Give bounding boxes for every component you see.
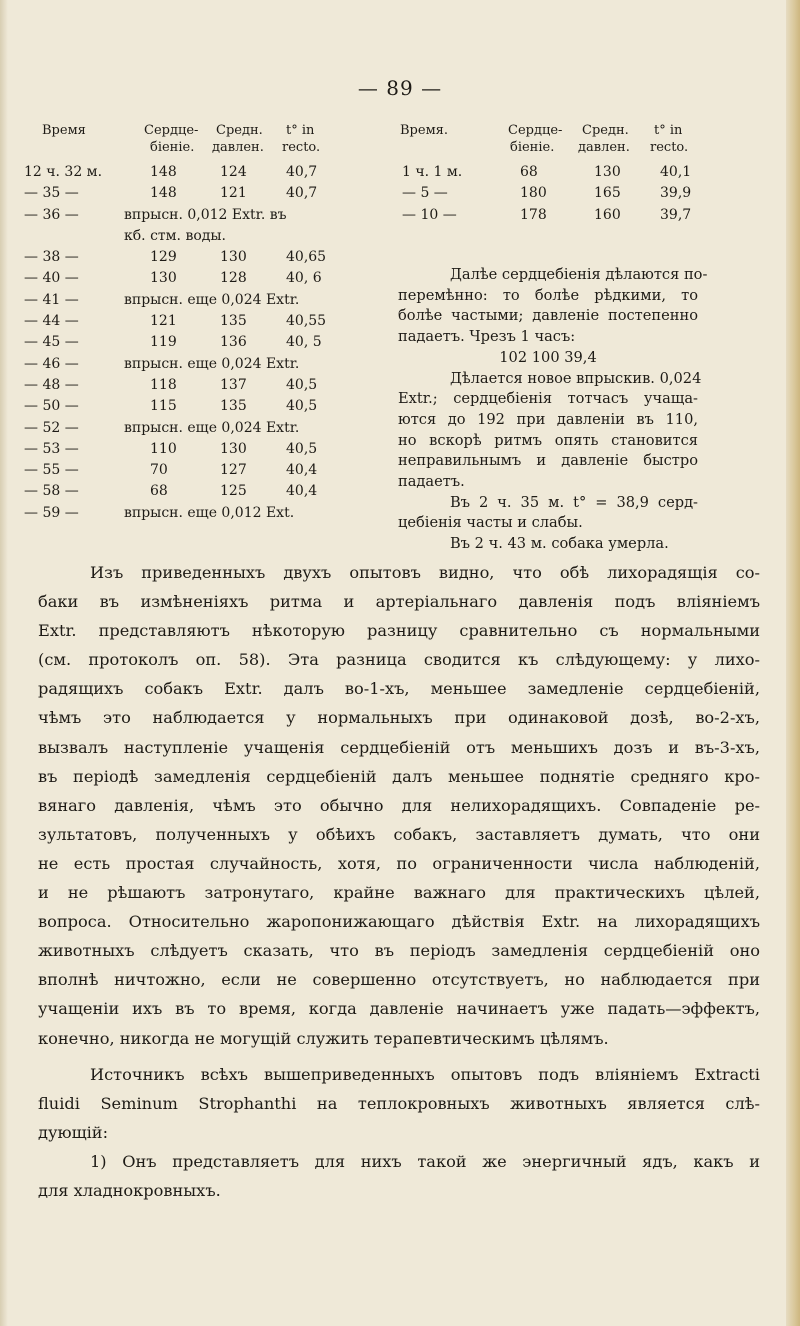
text-line: Ехtr.; сердцебіенія тотчасъ учаща-	[398, 390, 698, 408]
cell-time: — 36 —	[24, 206, 79, 223]
cell-temperature: 40,5	[286, 398, 318, 415]
table-header-row	[398, 122, 718, 139]
column-subheader-pressure: давлен.	[578, 140, 630, 155]
column-header-pressure: Средн.	[582, 123, 629, 138]
cell-pressure: 130	[594, 164, 621, 180]
cell-heartbeat: 68	[520, 164, 538, 180]
text-line: для хладнокровныхъ.	[38, 1181, 221, 1201]
text-line: вполнѣ ничтожно, если не совершенно отсутствуетъ, но наблюдается при	[38, 970, 760, 990]
cell-temperature: 40, 5	[286, 334, 322, 351]
cell-time: — 45 —	[24, 334, 79, 351]
column-subheader-heartbeat: біеніе.	[150, 140, 195, 155]
table-row	[24, 503, 354, 524]
right-data-table	[398, 122, 718, 226]
cell-heartbeat: 130	[150, 270, 177, 287]
cell-time: — 52 —	[24, 419, 79, 436]
table-row	[24, 481, 354, 502]
cell-time: — 58 —	[24, 483, 79, 500]
cell-temperature: 40,65	[286, 249, 327, 266]
cell-heartbeat: 115	[150, 398, 177, 415]
column-header-temperature: t° in	[286, 123, 315, 138]
table-row	[24, 162, 354, 183]
text-line: перемѣнно: то болѣе рѣдкими, то	[398, 286, 698, 304]
cell-time: — 48 —	[24, 376, 79, 393]
cell-injection-note: кб. стм. воды.	[124, 227, 226, 244]
cell-heartbeat: 178	[520, 206, 547, 223]
text-line: вызвалъ наступленіе учащенія сердцебіеній отъ меньшихъ дозъ и въ-3-хъ,	[38, 737, 760, 757]
cell-time: — 50 —	[24, 398, 79, 415]
text-line: 1) Онъ представляетъ для нихъ такой же энергичный ядъ, какъ и	[90, 1152, 760, 1171]
paragraph-conclusions-intro	[38, 1060, 760, 1147]
cell-pressure: 135	[220, 398, 247, 415]
text-line: радящихъ собакъ Ехtr. далъ во-1-хъ, меньшее замедленіе сердцебіеній,	[38, 679, 760, 699]
text-line: падаетъ. Чрезъ 1 часъ:	[398, 328, 576, 346]
cell-temperature: 40,7	[286, 185, 318, 202]
cell-pressure: 165	[594, 185, 621, 202]
table-header-row	[398, 139, 718, 156]
text-line: учащеніи ихъ въ то время, когда давленіе начинаетъ уже падать—эффектъ,	[38, 999, 760, 1019]
cell-heartbeat: 68	[150, 483, 168, 500]
cell-temperature: 40,4	[286, 462, 318, 479]
text-line: Дѣлается новое впрыскив. 0,024	[450, 369, 702, 387]
text-line: вопроса. Относительно жаропонижающаго дѣйствія Ехtr. на лихорадящихъ	[38, 912, 760, 932]
cell-injection-note: впрысн. 0,012 Ехtr. въ	[124, 206, 287, 223]
cell-injection-note: впрысн. еще 0,024 Ехtr.	[124, 355, 300, 372]
table-row	[24, 290, 354, 311]
text-line: въ періодѣ замедленія сердцебіеній далъ меньшее поднятіе средняго кро-	[38, 766, 760, 786]
cell-injection-note: впрысн. еще 0,012 Ехt.	[124, 504, 295, 521]
right-column-text	[398, 265, 708, 555]
column-header-heartbeat: Сердце-	[508, 123, 563, 138]
cell-temperature: 40, 6	[286, 270, 322, 287]
text-line: Въ 2 ч. 35 м. t° = 38,9 серд-	[450, 493, 698, 511]
text-line: неправильнымъ и давленіе быстро	[398, 452, 698, 470]
table-row	[24, 183, 354, 204]
text-line: Далѣе сердцебіенія дѣлаются по-	[450, 266, 708, 283]
text-line: дующій:	[38, 1123, 109, 1143]
column-subheader-temperature: recto.	[650, 140, 689, 155]
table-body	[24, 162, 354, 524]
text-line: и не рѣшаютъ затронутаго, крайне важнаго для практическихъ цѣлей,	[38, 883, 760, 903]
cell-pressure: 125	[220, 483, 247, 500]
cell-time: 1 ч. 1 м.	[402, 164, 463, 180]
text-line: Въ 2 ч. 43 м. собака умерла.	[450, 535, 669, 553]
column-header-time: Время	[42, 123, 86, 138]
cell-temperature: 40,5	[286, 376, 318, 393]
cell-time: — 44 —	[24, 313, 79, 330]
cell-temperature: 40,1	[660, 164, 692, 180]
cell-temperature: 40,7	[286, 164, 318, 180]
table-row	[24, 418, 354, 439]
page-left-edge	[0, 0, 8, 1326]
table-row	[24, 311, 354, 332]
cell-time: — 53 —	[24, 440, 79, 457]
cell-time: — 41 —	[24, 291, 79, 308]
cell-time: — 55 —	[24, 462, 79, 479]
table-row	[24, 460, 354, 481]
text-line: падаетъ.	[398, 473, 465, 491]
cell-pressure: 121	[220, 185, 247, 202]
text-line: зультатовъ, полученныхъ у обѣихъ собакъ, заставляетъ думать, что они	[38, 824, 760, 844]
cell-time: — 10 —	[402, 206, 457, 223]
cell-time: — 40 —	[24, 270, 79, 287]
cell-time: 12 ч. 32 м.	[24, 164, 103, 180]
cell-pressure: 128	[220, 270, 247, 287]
table-row	[398, 183, 718, 204]
text-line: (см. протоколъ оп. 58). Эта разница сводится къ слѣдующему: у лихо-	[38, 650, 760, 670]
text-line: вянаго давленія, чѣмъ это обычно для нелихорадящихъ. Совпаденіе ре-	[38, 795, 760, 815]
table-header-row	[24, 139, 354, 156]
page-number: — 89 —	[357, 76, 443, 100]
table-row	[24, 439, 354, 460]
text-line: Ехtr. представляютъ нѣкоторую разницу сравнительно съ нормальными	[38, 621, 760, 641]
table-row	[24, 247, 354, 268]
cell-pressure: 136	[220, 334, 247, 351]
text-line: Источникъ всѣхъ вышеприведенныхъ опытовъ подъ вліяніемъ Ехtracti	[90, 1065, 760, 1084]
cell-temperature: 40,55	[286, 313, 327, 330]
text-line: животныхъ слѣдуетъ сказать, что въ періодъ замедленія сердцебіеній оно	[38, 941, 760, 961]
column-subheader-heartbeat: біеніе.	[510, 140, 555, 155]
text-line: цебіенія часты и слабы.	[398, 514, 583, 532]
table-row	[24, 268, 354, 289]
page-right-edge	[786, 0, 800, 1326]
cell-time: — 38 —	[24, 249, 79, 266]
cell-pressure: 160	[594, 206, 621, 223]
table-row	[398, 205, 718, 226]
text-line: баки въ измѣненіяхъ ритма и артеріальнаго давленія подъ вліяніемъ	[38, 592, 760, 612]
cell-pressure: 127	[220, 462, 247, 479]
text-line: 102 100 39,4	[499, 348, 597, 366]
table-body	[398, 162, 718, 226]
cell-time: — 46 —	[24, 355, 79, 372]
cell-injection-note: впрысн. еще 0,024 Ехtr.	[124, 291, 300, 308]
cell-heartbeat: 148	[150, 185, 177, 202]
cell-heartbeat: 180	[520, 185, 547, 202]
cell-pressure: 130	[220, 249, 247, 266]
cell-temperature: 39,9	[660, 185, 692, 202]
text-line: конечно, никогда не могущій служить терапевтическимъ цѣлямъ.	[38, 1028, 609, 1048]
table-row	[24, 332, 354, 353]
cell-temperature: 40,4	[286, 483, 318, 500]
column-subheader-pressure: давлен.	[212, 140, 264, 155]
cell-time: — 35 —	[24, 185, 79, 202]
cell-heartbeat: 129	[150, 249, 177, 266]
column-header-temperature: t° in	[654, 123, 683, 138]
text-line: Изъ приведенныхъ двухъ опытовъ видно, что обѣ лихорадящія со-	[90, 563, 760, 582]
table-row	[398, 162, 718, 183]
column-header-pressure: Средн.	[216, 123, 263, 138]
cell-heartbeat: 119	[150, 334, 177, 351]
table-row	[24, 205, 354, 226]
cell-pressure: 137	[220, 376, 247, 393]
text-line: болѣе частыми; давленіе постепенно	[398, 307, 698, 325]
cell-heartbeat: 70	[150, 462, 168, 479]
cell-temperature: 40,5	[286, 440, 318, 457]
text-line: не есть простая случайность, хотя, по ограниченности числа наблюденій,	[38, 853, 760, 873]
paragraph-conclusion-1	[38, 1147, 760, 1205]
left-data-table	[24, 122, 354, 524]
cell-pressure: 130	[220, 440, 247, 457]
cell-heartbeat: 148	[150, 164, 177, 180]
column-subheader-temperature: recto.	[282, 140, 321, 155]
cell-pressure: 135	[220, 313, 247, 330]
cell-temperature: 39,7	[660, 206, 692, 223]
text-line: чѣмъ это наблюдается у нормальныхъ при одинаковой дозѣ, во-2-хъ,	[38, 708, 760, 728]
table-header-row	[24, 122, 354, 139]
cell-time: — 59 —	[24, 504, 79, 521]
table-row	[24, 354, 354, 375]
cell-pressure: 124	[220, 164, 247, 180]
text-line: ются до 192 при давленіи въ 110,	[398, 410, 698, 428]
table-row	[24, 375, 354, 396]
cell-heartbeat: 118	[150, 376, 177, 393]
cell-time: — 5 —	[402, 185, 448, 202]
text-line: fluidi Seminum Strophanthi на теплокровныхъ животныхъ является слѣ-	[38, 1094, 760, 1114]
table-row	[24, 396, 354, 417]
table-row	[24, 226, 354, 247]
cell-heartbeat: 121	[150, 313, 177, 330]
cell-injection-note: впрысн. еще 0,024 Ехtr.	[124, 419, 300, 436]
text-line: но вскорѣ ритмъ опять становится	[398, 431, 698, 449]
paragraph-discussion	[38, 558, 760, 1053]
column-header-heartbeat: Сердце-	[144, 123, 199, 138]
column-header-time: Время.	[400, 123, 449, 138]
cell-heartbeat: 110	[150, 440, 177, 457]
